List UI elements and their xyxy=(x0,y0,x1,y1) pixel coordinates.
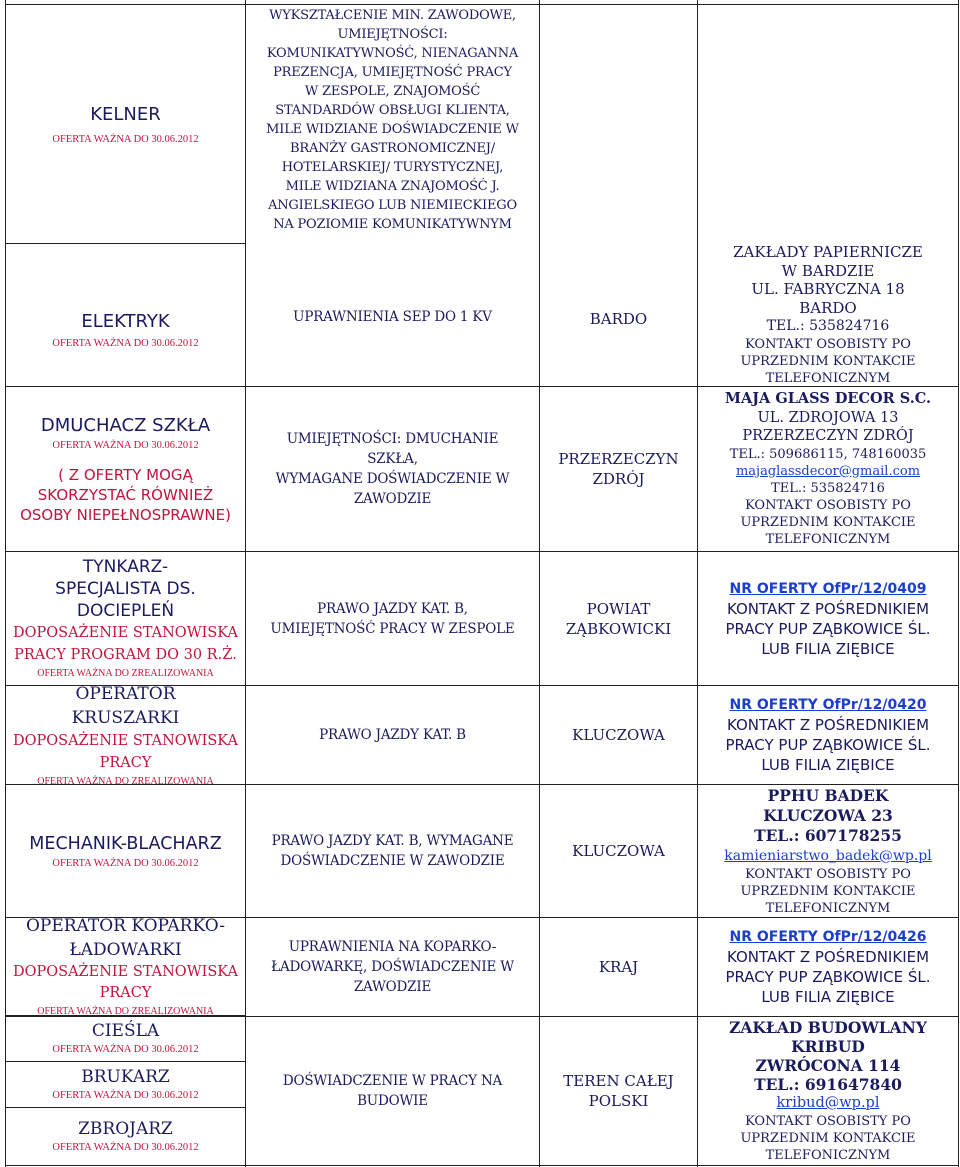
place-label: ZĄBKOWICKI xyxy=(565,619,672,638)
job-title: OPERATOR xyxy=(75,686,176,704)
contact-line: KLUCZOWA 23 xyxy=(763,805,893,825)
contact-line: UPRZEDNIM KONTAKCIE xyxy=(740,1131,916,1146)
place-label: POWIAT xyxy=(586,599,651,618)
place-label: PRZERZECZYN xyxy=(558,450,679,468)
validity-note: OFERTA WAŻNA DO 30.06.2012 xyxy=(52,1090,199,1101)
req-line: KOMUNIKATYWNOŚĆ, NIENAGANNA xyxy=(266,46,519,61)
validity-note: OFERTA WAŻNA DO 30.06.2012 xyxy=(52,857,199,869)
job-title: BRUKARZ xyxy=(81,1067,170,1087)
disability-note: ( Z OFERTY MOGĄ xyxy=(58,465,193,484)
requirements-cell-tynkarz xyxy=(246,552,539,685)
contact-line: TELEFONICZNYM xyxy=(765,1148,891,1163)
contact-line: KRIBUD xyxy=(791,1037,865,1056)
contact-line: W BARDZIE xyxy=(781,261,875,280)
validity-note: OFERTA WAŻNA DO ZREALIZOWANIA xyxy=(37,1006,214,1015)
req-line: UMIEJĘTNOŚĆ PRACY W ZESPOLE xyxy=(270,620,515,637)
contact-line: KONTAKT OSOBISTY PO xyxy=(745,1114,911,1129)
email-link[interactable]: kribud@wp.pl xyxy=(776,1095,880,1111)
requirements-cell-koparka xyxy=(246,918,539,1016)
job-title: KRUSZARKI xyxy=(71,707,180,728)
place-cell-koparka xyxy=(540,918,697,1016)
req-line: PRAWO JAZDY KAT. B xyxy=(319,726,466,743)
contact-line: KONTAKT Z POŚREDNIKIEM xyxy=(726,599,930,618)
job-title: CIEŚLA xyxy=(91,1021,160,1041)
contact-line: ZWRÓCONA 114 xyxy=(755,1056,901,1075)
contact-cell-operator-kruszarki xyxy=(698,686,958,784)
job-cell-elektryk xyxy=(6,244,245,386)
req-line: ZAWODZIE xyxy=(353,491,432,507)
place-label: KLUCZOWA xyxy=(572,842,665,860)
job-title: KELNER xyxy=(90,103,161,125)
contact-line: PRACY PUP ZĄBKOWICE ŚL. xyxy=(725,968,931,986)
place-cell-mechanik xyxy=(540,785,697,917)
job-cell-dmuchacz xyxy=(6,387,245,551)
requirements-cell-dmuchacz xyxy=(246,387,539,551)
contact-line: UPRZEDNIM KONTAKCIE xyxy=(740,514,916,530)
job-cell-operator-kruszarki xyxy=(6,686,245,784)
contact-line: TELEFONICZNYM xyxy=(765,900,891,916)
contact-line: TEL.: 535824716 xyxy=(766,318,890,335)
contact-line: TEL.: 607178255 xyxy=(754,825,902,845)
contact-line: PRACY PUP ZĄBKOWICE ŚL. xyxy=(725,619,931,638)
contact-line: LUB FILIA ZIĘBICE xyxy=(761,639,895,658)
req-line: UPRAWNIENIA SEP DO 1 KV xyxy=(293,308,492,325)
job-cell-koparka xyxy=(6,918,245,1015)
req-line: MILE WIDZIANE DOŚWIADCZENIE W xyxy=(266,122,519,137)
contact-line: LUB FILIA ZIĘBICE xyxy=(761,988,895,1006)
contact-line: KONTAKT OSOBISTY PO xyxy=(745,336,911,352)
program-note: DOPOSAŻENIE STANOWISKA xyxy=(13,625,238,641)
req-line: WYMAGANE DOŚWIADCZENIE W xyxy=(275,471,510,487)
contact-line: KONTAKT Z POŚREDNIKIEM xyxy=(726,948,930,966)
job-cell-kelner xyxy=(6,5,245,243)
job-cell-mechanik xyxy=(6,785,245,917)
req-line: UPRAWNIENIA NA KOPARKO- xyxy=(288,939,497,955)
req-line: UMIEJĘTNOŚCI: xyxy=(337,27,448,42)
requirements-cell-operator-kruszarki xyxy=(246,686,539,784)
req-line: PREZENCJA, UMIEJĘTNOŚĆ PRACY xyxy=(273,65,512,80)
requirements-cell-budowa xyxy=(246,1017,539,1165)
contact-cell-dmuchacz xyxy=(698,387,958,551)
program-note: DOPOSAŻENIE STANOWISKA xyxy=(13,732,238,749)
req-line: BRANŻY GASTRONOMICZNEJ/ xyxy=(290,141,495,156)
contact-line: PRZERZECZYN ZDRÓJ xyxy=(742,428,914,445)
req-line: MILE WIDZIANA ZNAJOMOŚĆ J. xyxy=(285,179,500,194)
req-line: STANDARDÓW OBSŁUGI KLIENTA, xyxy=(275,103,510,118)
contact-line: TEL.: 509686115, 748160035 xyxy=(729,446,927,462)
place-label: BARDO xyxy=(589,309,648,328)
req-line: NA POZIOMIE KOMUNIKATYWNYM xyxy=(273,217,512,232)
job-title: OPERATOR KOPARKO- xyxy=(25,918,226,936)
disability-note: SKORZYSTAĆ RÓWNIEŻ xyxy=(37,485,214,504)
place-cell-tynkarz xyxy=(540,552,697,685)
req-line: ZAWODZIE xyxy=(353,979,432,995)
place-label: KRAJ xyxy=(598,958,639,976)
offer-number-link[interactable]: NR OFERTY OfPr/12/0426 xyxy=(729,929,927,945)
contact-cell-mechanik xyxy=(698,785,958,917)
validity-note: OFERTA WAŻNA DO 30.06.2012 xyxy=(52,337,199,349)
req-line: ŁADOWARKĘ, DOŚWIADCZENIE W xyxy=(271,959,514,975)
contact-line: UPRZEDNIM KONTAKCIE xyxy=(740,883,916,899)
job-title: SPECJALISTA DS. xyxy=(55,579,196,599)
job-title: TYNKARZ- xyxy=(82,557,169,577)
req-line: DOŚWIADCZENIE W ZAWODZIE xyxy=(280,853,505,869)
req-line: W ZESPOLE, ZNAJOMOŚĆ xyxy=(304,84,481,99)
contact-line: KONTAKT OSOBISTY PO xyxy=(745,497,911,513)
req-line: WYKSZTAŁCENIE MIN. ZAWODOWE, xyxy=(269,8,516,23)
validity-note: OFERTA WAŻNA DO 30.06.2012 xyxy=(52,1044,199,1055)
validity-note: OFERTA WAŻNA DO ZREALIZOWANIA xyxy=(37,775,214,784)
req-line: UMIEJĘTNOŚCI: DMUCHANIE xyxy=(286,431,499,447)
job-title: DOCIEPLEŃ xyxy=(76,601,175,621)
place-cell-budowa xyxy=(540,1017,697,1165)
contact-line: PPHU BADEK xyxy=(767,785,889,805)
table-border xyxy=(5,1165,959,1166)
contact-line: TEL.: 535824716 xyxy=(771,480,885,496)
place-label: ZDRÓJ xyxy=(592,470,645,488)
job-title: DMUCHACZ SZKŁA xyxy=(40,414,211,436)
req-line: PRAWO JAZDY KAT. B, WYMAGANE xyxy=(271,833,514,849)
contact-line: MAJA GLASS DECOR S.C. xyxy=(724,390,932,408)
contact-line: ZAKŁADY PAPIERNICZE xyxy=(733,244,923,262)
table-border xyxy=(958,0,959,1167)
req-line: PRAWO JAZDY KAT. B, xyxy=(317,600,468,617)
contact-line: UL. ZDROJOWA 13 xyxy=(757,409,899,426)
place-cell-elektryk xyxy=(540,5,697,386)
req-line: DOŚWIADCZENIE W PRACY NA xyxy=(282,1073,503,1089)
contact-line: UL. FABRYCZNA 18 xyxy=(751,280,905,299)
offer-number-link[interactable]: NR OFERTY OfPr/12/0420 xyxy=(729,697,927,713)
job-title: ŁADOWARKI xyxy=(69,940,182,960)
contact-line: LUB FILIA ZIĘBICE xyxy=(761,756,895,774)
requirements-cell-kelner xyxy=(246,5,539,241)
job-title: ZBROJARZ xyxy=(78,1119,173,1139)
job-cell-tynkarz xyxy=(6,552,245,685)
program-note: PRACY xyxy=(99,985,152,1001)
contact-line: KONTAKT Z POŚREDNIKIEM xyxy=(726,716,930,734)
req-line: HOTELARSKIEJ/ TURYSTYCZNEJ, xyxy=(281,160,504,175)
requirements-cell-elektryk xyxy=(246,244,539,386)
contact-cell-budowa xyxy=(698,1017,958,1165)
contact-line: TELEFONICZNYM xyxy=(765,531,891,547)
disability-note: OSOBY NIEPEŁNOSPRAWNE) xyxy=(20,505,231,524)
place-label: KLUCZOWA xyxy=(572,726,665,744)
req-line: SZKŁA, xyxy=(367,451,418,467)
program-note: PRACY PROGRAM DO 30 R.Ż. xyxy=(14,647,237,663)
validity-note: OFERTA WAŻNA DO 30.06.2012 xyxy=(52,439,199,451)
job-title: MECHANIK-BLACHARZ xyxy=(29,833,222,854)
contact-line: TEL.: 691647840 xyxy=(754,1075,902,1094)
place-label: TEREN CAŁEJ xyxy=(563,1072,674,1090)
contact-line: KONTAKT OSOBISTY PO xyxy=(745,866,911,882)
email-link[interactable]: majaglassdecor@gmail.com xyxy=(735,463,921,479)
job-cell-zbrojarz xyxy=(6,1108,245,1165)
validity-note: OFERTA WAŻNA DO 30.06.2012 xyxy=(52,1142,199,1153)
contact-cell-koparka xyxy=(698,918,958,1016)
req-line: ANGIELSKIEGO LUB NIEMIECKIEGO xyxy=(268,198,517,213)
validity-note: OFERTA WAŻNA DO ZREALIZOWANIA xyxy=(37,668,214,679)
email-link[interactable]: kamieniarstwo_badek@wp.pl xyxy=(724,847,932,864)
place-label: POLSKI xyxy=(588,1092,649,1110)
requirements-cell-mechanik xyxy=(246,785,539,917)
contact-line: UPRZEDNIM KONTAKCIE xyxy=(740,353,916,369)
job-cell-brukarz xyxy=(6,1062,245,1107)
contact-line: ZAKŁAD BUDOWLANY xyxy=(729,1018,927,1037)
job-title: ELEKTRYK xyxy=(81,310,170,332)
contact-line: BARDO xyxy=(799,298,857,317)
program-note: DOPOSAŻENIE STANOWISKA xyxy=(13,964,238,980)
job-cell-ciesla xyxy=(6,1016,245,1061)
contact-cell-tynkarz xyxy=(698,552,958,685)
place-cell-operator-kruszarki xyxy=(540,686,697,784)
contact-line: TELEFONICZNYM xyxy=(765,370,891,386)
req-line: BUDOWIE xyxy=(357,1093,428,1109)
place-cell-dmuchacz xyxy=(540,387,697,551)
program-note: PRACY xyxy=(99,754,152,771)
contact-line: PRACY PUP ZĄBKOWICE ŚL. xyxy=(725,736,931,754)
contact-cell-elektryk xyxy=(698,244,958,386)
offer-number-link[interactable]: NR OFERTY OfPr/12/0409 xyxy=(729,580,927,597)
validity-note: OFERTA WAŻNA DO 30.06.2012 xyxy=(52,133,199,145)
